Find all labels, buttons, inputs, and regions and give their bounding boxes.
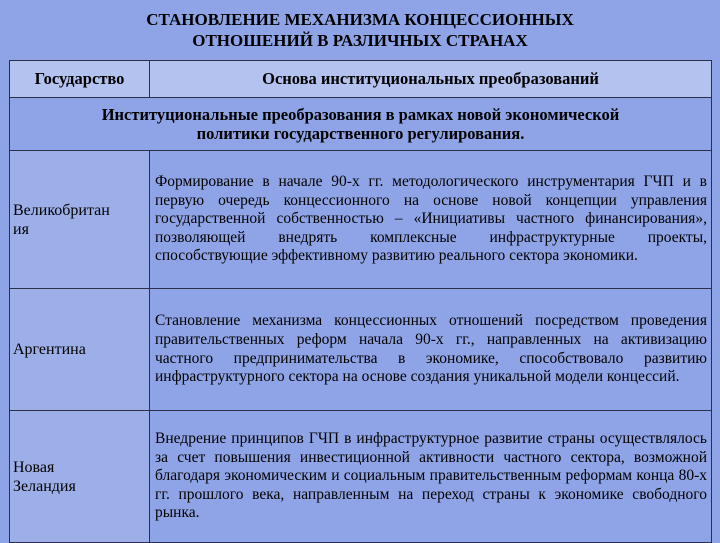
description-cell [150, 289, 712, 411]
table-header-row [10, 61, 712, 98]
title-line-1: СТАНОВЛЕНИЕ МЕХАНИЗМА КОНЦЕССИОННЫХ [146, 10, 574, 29]
subheader-line-2: политики государственного регулирования. [196, 124, 525, 143]
country-name-line-1: Аргентина [13, 341, 86, 358]
header-country: Государство [10, 61, 150, 98]
table-row [10, 289, 712, 411]
title-line-2: ОТНОШЕНИЙ В РАЗЛИЧНЫХ СТРАНАХ [192, 31, 528, 50]
header-basis: Основа институциональных преобразований [150, 61, 712, 98]
description-text: Становление механизма концессионных отношений посредством проведения правительственных реформ начала 90-х гг., направленных на активизацию частного предпринимательства в экономике, способствовало развитию инфраструктурного сектора на основе создания уникальной модели концессий. [155, 312, 707, 386]
country-name-line-1: Великобритан [13, 201, 110, 219]
description-text: Формирование в начале 90-х гг. методологического инструментария ГЧП и в первую очередь концессионного на основе новой концепции управления государственной собственностью – «Инициативы частного финансирования», позволяющей внедрять комплексные инфраструктурные проекты, способствующие эффективному развитию реального сектора экономики. [155, 173, 707, 265]
description-cell [150, 411, 712, 543]
subheader-line-1: Институциональные преобразования в рамках новой экономической [101, 105, 620, 124]
table-row [10, 411, 712, 543]
subheader-cell [10, 98, 712, 151]
concession-table [9, 60, 712, 543]
country-name-line-1: Новая [13, 458, 55, 476]
description-cell [150, 151, 712, 289]
description-text: Внедрение принципов ГЧП в инфраструктурное развитие страны осуществлялось за счет повышения инвестиционной активности частного сектора, возможной благодаря экономическим и социальным правительственным реформам конца 80-х гг. прошлого века, направленным на переход страны к экономике свободного рынка. [155, 430, 707, 522]
table-row [10, 151, 712, 289]
country-cell [10, 151, 150, 289]
country-cell [10, 289, 150, 411]
country-cell [10, 411, 150, 543]
country-name-line-2: ия [13, 220, 29, 238]
country-name-line-2: Зеландия [13, 477, 76, 495]
page-title [0, 9, 720, 51]
table-subheader-row [10, 98, 712, 151]
